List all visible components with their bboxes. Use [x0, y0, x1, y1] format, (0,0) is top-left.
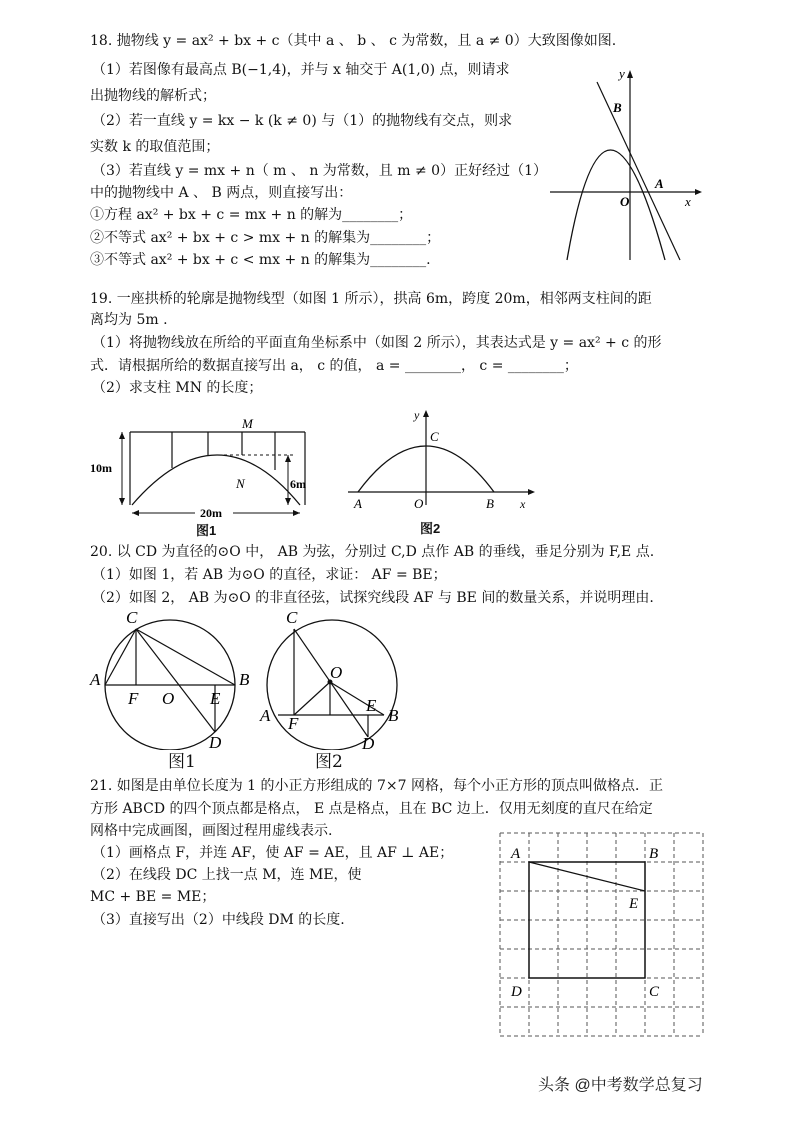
q18-parabola-figure: [545, 60, 705, 270]
q18-line-3: 出抛物线的解析式；: [90, 88, 216, 104]
q21-label-D: D: [511, 984, 522, 1000]
q19-label-M: M: [242, 416, 253, 431]
q18-label-x: x: [685, 194, 691, 209]
q21-line-6: MC + BE = ME；: [90, 889, 216, 905]
q18-line-5: 实数 k 的取值范围；: [90, 139, 220, 155]
q19-line-3: （1）将抛物线放在所给的平面直角坐标系中（如图 2 所示），其表达式是 y = ax² + c 的形: [92, 335, 662, 351]
q21-label-E: E: [629, 896, 639, 912]
q20-line-2: （1）如图 1，若 AB 为⊙O 的直径，求证： AF = BE；: [92, 567, 447, 583]
q19-label-N: N: [236, 476, 245, 491]
q20-f1-label-A: A: [90, 670, 101, 689]
q20-caption-2: 图2: [315, 752, 343, 772]
q20-f2-label-D: D: [362, 734, 375, 750]
q18-line-10: ③不等式 ax² + bx + c < mx + n 的解集为________.: [90, 252, 431, 268]
q21-label-C: C: [649, 984, 660, 1000]
q19-label-10m: 10m: [90, 461, 112, 475]
watermark: 头条 @中考数学总复习: [538, 1077, 703, 1094]
q18-line-1: 18. 抛物线 y = ax² + bx + c（其中 a 、 b 、 c 为常数，且 a ≠ 0）大致图像如图.: [90, 33, 617, 49]
q18-line-8: ①方程 ax² + bx + c = mx + n 的解为________；: [90, 207, 413, 223]
q21-line-4: （1）画格点 F，并连 AF，使 AF = AE，且 AF ⊥ AE；: [92, 845, 454, 861]
q21-label-A: A: [511, 846, 521, 862]
q19-line-1: 19. 一座拱桥的轮廓是抛物线型（如图 1 所示），拱高 6m，跨度 20m，相邻两支柱间的距: [90, 291, 652, 307]
q19-line-5: （2）求支柱 MN 的长度；: [92, 380, 263, 396]
q20-f2-label-A: A: [260, 706, 271, 725]
q20-line-1: 20. 以 CD 为直径的⊙O 中， AB 为弦，分别过 C,D 点作 AB 的垂线，垂足分别为 F,E 点.: [90, 544, 655, 560]
q19-caption-2: 图2: [420, 521, 441, 536]
q19-fig2-label-A: A: [354, 496, 362, 511]
q20-caption-1: 图1: [168, 752, 196, 772]
q20-f1-label-D: D: [209, 733, 222, 750]
q21-line-3: 网格中完成画图，画图过程用虚线表示.: [90, 823, 333, 839]
q21-line-1: 21. 如图是由单位长度为 1 的小正方形组成的 7×7 网格，每个小正方形的顶点叫做格点．正: [90, 778, 663, 794]
q19-bridge-figure-1: [90, 410, 320, 535]
q18-line-7: 中的抛物线中 A 、 B 两点，则直接写出：: [90, 185, 353, 201]
q19-fig2-label-B: B: [486, 496, 494, 511]
q18-label-B: B: [613, 100, 622, 115]
q21-grid-figure: [495, 828, 710, 1040]
q20-circle-figure-1: [88, 605, 263, 750]
q20-f1-label-C: C: [126, 608, 138, 627]
q18-line-4: （2）若一直线 y = kx − k (k ≠ 0) 与（1）的抛物线有交点，则求: [92, 113, 513, 129]
q19-fig2-label-C: C: [430, 429, 439, 444]
q19-label-6m: 6m: [290, 477, 306, 491]
q20-line-3: （2）如图 2， AB 为⊙O 的非直径弦，试探究线段 AF 与 BE 间的数量关系，并说明理由.: [92, 590, 654, 606]
q20-f2-label-C: C: [286, 608, 298, 627]
q18-label-A: A: [655, 176, 664, 191]
q19-label-20m: 20m: [200, 506, 222, 520]
q19-fig2-label-x: x: [520, 497, 526, 511]
q20-circle-figure-2: [258, 605, 408, 750]
q21-line-2: 方形 ABCD 的四个顶点都是格点， E 点是格点，且在 BC 边上．仅用无刻度的直尺在给定: [90, 801, 653, 817]
q21-line-7: （3）直接写出（2）中线段 DM 的长度.: [92, 912, 345, 928]
q21-line-5: （2）在线段 DC 上找一点 M，连 ME，使: [92, 867, 362, 883]
q20-f1-label-F: F: [128, 689, 139, 708]
q18-label-y: y: [619, 66, 625, 81]
q20-f1-label-E: E: [210, 689, 221, 708]
q19-fig2-label-y: y: [414, 408, 420, 422]
q19-caption-1: 图1: [196, 523, 217, 538]
q20-f2-label-E: E: [366, 696, 377, 715]
q20-f1-label-B: B: [239, 670, 250, 689]
q21-label-B: B: [649, 846, 659, 862]
q19-line-2: 离均为 5m .: [90, 312, 168, 328]
q20-f2-label-F: F: [288, 714, 299, 733]
q18-line-6: （3）若直线 y = mx + n（ m 、 n 为常数，且 m ≠ 0）正好经过（1）: [92, 163, 547, 179]
q19-bridge-figure-2: [340, 405, 540, 515]
q19-fig2-label-O: O: [414, 496, 424, 511]
q20-f1-label-O: O: [162, 689, 175, 708]
q18-line-2: （1）若图像有最高点 B(−1,4)，并与 x 轴交于 A(1,0) 点，则请求: [92, 62, 510, 78]
q20-f2-label-O: O: [330, 663, 343, 682]
q18-label-O: O: [620, 194, 630, 209]
q20-f2-label-B: B: [388, 706, 399, 725]
q19-line-4: 式．请根据所给的数据直接写出 a， c 的值， a = ________， c = ________；: [90, 358, 578, 374]
q18-line-9: ②不等式 ax² + bx + c > mx + n 的解集为________；: [90, 230, 441, 246]
